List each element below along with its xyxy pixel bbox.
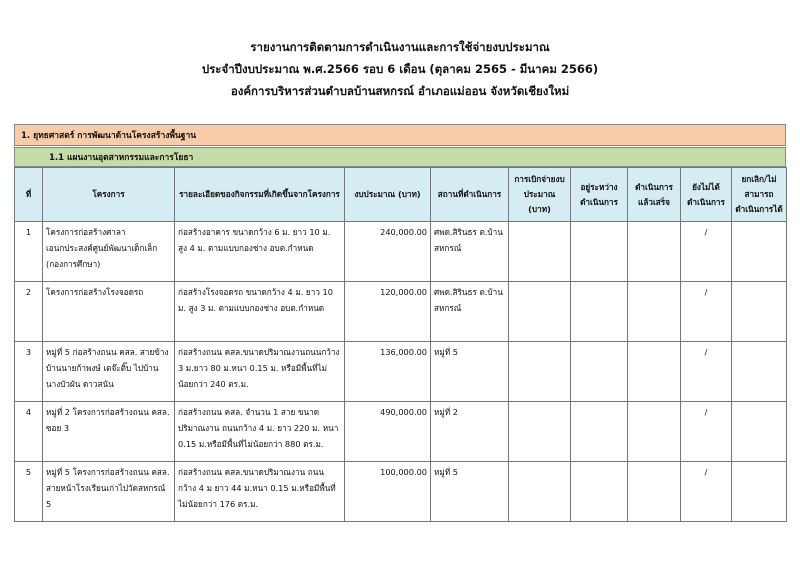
table-header-row [15,168,787,222]
row-in-progress [571,222,628,282]
row-in-progress [571,342,628,402]
table-row [15,342,787,402]
row-project: โครงการก่อสร้างศาลาเอนกประสงค์ศูนย์พัฒนาเด็กเล็ก (กองการศึกษา) [43,222,175,282]
row-location: หมู่ที่ 2 [431,402,509,462]
header-not-started: ยังไม่ได้ดำเนินการ [681,168,732,222]
row-location: ศพด.สิรินธร ต.บ้านสหกรณ์ [431,282,509,342]
project-table [14,167,787,522]
row-disbursed [509,222,571,282]
row-details: ก่อสร้างถนน คสล.ขนาดปริมาณงานถนนกว้าง 3 ม.ยาว 80 ม.หนา 0.15 ม. หรือมีพื้นที่ไม่น้อยกว่า 240 ตร.ม. [175,342,345,402]
table-row [15,462,787,522]
row-completed [628,402,681,462]
header-cancelled: ยกเลิก/ไม่สามารถดำเนินการได้ [732,168,787,222]
row-budget: 120,000.00 [345,282,431,342]
row-details: ก่อสร้างถนน คสล.ขนาดปริมาณงาน ถนนกว้าง 4 ม ยาว 44 ม.หนา 0.15 ม.หรือมีพื้นที่ไม่น้อยกว่า 176 ตร.ม. [175,462,345,522]
row-location: หมู่ที่ 5 [431,342,509,402]
row-cancelled [732,222,787,282]
table-row [15,222,787,282]
row-cancelled [732,282,787,342]
table-row [15,402,787,462]
header-details: รายละเอียดของกิจกรรมที่เกิดขึ้นจากโครงการ [175,168,345,222]
row-disbursed [509,402,571,462]
report-organization: องค์การบริหารส่วนตำบลบ้านสหกรณ์ อำเภอแม่ออน จังหวัดเชียงใหม่ [230,84,570,98]
plan-heading: 1.1 แผนงานอุตสาหกรรมและการโยธา [14,147,786,167]
row-cancelled [732,402,787,462]
row-not-started-mark: / [681,462,732,522]
row-location: หมู่ที่ 5 [431,462,509,522]
header-no: ที่ [15,168,43,222]
report-title-block [0,36,800,102]
table-row [15,282,787,342]
row-completed [628,282,681,342]
row-not-started-mark: / [681,402,732,462]
report-title: รายงานการติดตามการดำเนินงานและการใช้จ่ายงบประมาณ [250,40,550,54]
row-in-progress [571,402,628,462]
row-no: 3 [15,342,43,402]
row-project: หมู่ที่ 5 โครงการก่อสร้างถนน คสล. สายหน้าโรงเรียนเก่าไปวัดสหกรณ์ 5 [43,462,175,522]
row-location: ศพด.สิรินธร ต.บ้านสหกรณ์ [431,222,509,282]
row-budget: 490,000.00 [345,402,431,462]
row-disbursed [509,462,571,522]
row-project: โครงการก่อสร้างโรงจอดรถ [43,282,175,342]
row-not-started-mark: / [681,342,732,402]
row-disbursed [509,282,571,342]
row-completed [628,222,681,282]
row-not-started-mark: / [681,282,732,342]
header-location: สถานที่ดำเนินการ [431,168,509,222]
header-budget: งบประมาณ (บาท) [345,168,431,222]
header-disbursed: การเบิกจ่ายงบประมาณ (บาท) [509,168,571,222]
row-completed [628,342,681,402]
row-not-started-mark: / [681,222,732,282]
row-no: 2 [15,282,43,342]
row-completed [628,462,681,522]
row-in-progress [571,462,628,522]
row-no: 4 [15,402,43,462]
row-budget: 136,000.00 [345,342,431,402]
row-project: หมู่ที่ 5 ก่อสร้างถนน คสล. สายข้างบ้านนายก้าพงษ์ เตจ๊ะติ๊บ ไปบ้านนางบัวผัน ดาวสนัน [43,342,175,402]
row-cancelled [732,462,787,522]
row-in-progress [571,282,628,342]
strategy-heading: 1. ยุทธศาสตร์ การพัฒนาด้านโครงสร้างพื้นฐาน [14,124,786,146]
row-cancelled [732,342,787,402]
row-project: หมู่ที่ 2 โครงการก่อสร้างถนน คสล. ซอย 3 [43,402,175,462]
row-budget: 100,000.00 [345,462,431,522]
row-budget: 240,000.00 [345,222,431,282]
row-no: 5 [15,462,43,522]
row-details: ก่อสร้างอาคาร ขนาดกว้าง 6 ม. ยาว 10 ม. สูง 4 ม. ตามแบบกองช่าง อบต.กำหนด [175,222,345,282]
header-project: โครงการ [43,168,175,222]
header-in-progress: อยู่ระหว่างดำเนินการ [571,168,628,222]
row-disbursed [509,342,571,402]
report-period: ประจำปีงบประมาณ พ.ศ.2566 รอบ 6 เดือน (ตุลาคม 2565 - มีนาคม 2566) [201,62,599,76]
header-completed: ดำเนินการแล้วเสร็จ [628,168,681,222]
row-details: ก่อสร้างโรงจอดรถ ขนาดกว้าง 4 ม. ยาว 10 ม. สูง 3 ม. ตามแบบกองช่าง อบต.กำหนด [175,282,345,342]
row-details: ก่อสร้างถนน คสล. จำนวน 1 สาย ขนาดปริมาณงาน ถนนกว้าง 4 ม. ยาว 220 ม. หนา 0.15 ม.หรือมีพื้นที่ไม่น้อยกว่า 880 ตร.ม. [175,402,345,462]
row-no: 1 [15,222,43,282]
